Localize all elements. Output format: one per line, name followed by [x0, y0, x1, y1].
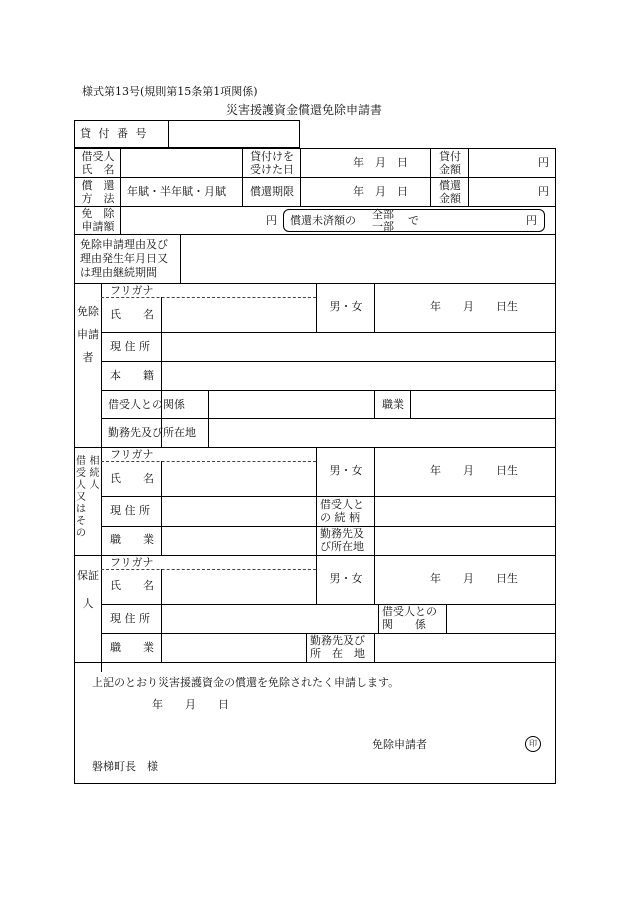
repay-amount-label-1: 償還	[439, 179, 461, 192]
reason-label-3: は理由継続期間	[80, 266, 157, 279]
heir-relation-label-2: の 続 柄	[320, 511, 360, 524]
guarantor-name-label: 氏 名	[110, 579, 154, 592]
guarantor-birthdate[interactable]: 年 月 日生	[430, 572, 518, 585]
heir-address-label: 現 住 所	[110, 504, 150, 517]
unpaid-yen: 円	[526, 214, 537, 227]
guarantor-relation-label-2: 関 係	[382, 618, 426, 631]
applicant-relation-label: 借受人との関係	[108, 398, 185, 411]
guarantor-address-label: 現 住 所	[110, 612, 150, 625]
applicant-name-label: 氏 名	[110, 308, 154, 321]
application-statement: 上記のとおり災害援護資金の償還を免除されたく申請します。	[92, 676, 400, 689]
repay-method-label-2: 方 法	[81, 192, 115, 205]
applicant-signature-label: 免除申請者	[372, 738, 427, 751]
application-date[interactable]: 年 月 日	[152, 698, 229, 711]
applicant-domicile-label: 本 籍	[110, 369, 154, 382]
unpaid-label: 償還未済額の	[290, 214, 356, 227]
guarantor-furigana-label: フリガナ	[110, 556, 154, 569]
guarantor-occupation-label: 職 業	[110, 641, 154, 654]
heir-occupation-label: 職 業	[110, 533, 154, 546]
heir-relation-label-1: 借受人と	[320, 498, 364, 511]
guarantor-workplace-label-2: 所 在 地	[310, 647, 365, 660]
loan-amount-label-1: 貸付	[439, 150, 461, 163]
part-option[interactable]: 一部	[372, 220, 394, 233]
seal-icon: 印	[525, 736, 541, 752]
applicant-furigana-label: フリガナ	[110, 284, 154, 297]
guarantor-section-label: 保証人	[77, 569, 99, 610]
heir-birthdate[interactable]: 年 月 日生	[430, 464, 518, 477]
loan-amount-label-2: 金額	[439, 163, 461, 176]
repay-deadline-value[interactable]: 年 月 日	[353, 185, 408, 198]
received-date-label-1: 貸付けを	[250, 150, 294, 163]
applicant-birthdate[interactable]: 年 月 日生	[430, 300, 518, 313]
guarantor-workplace-label-1: 勤務先及び	[310, 634, 365, 647]
received-date-value[interactable]: 年 月 日	[353, 156, 408, 169]
guarantor-gender[interactable]: 男・女	[329, 572, 363, 585]
reason-label-1: 免除申請理由及び	[80, 238, 168, 251]
loan-amount-yen: 円	[538, 156, 549, 169]
heir-furigana-label: フリガナ	[110, 448, 154, 461]
guarantor-relation-label-1: 借受人との	[382, 605, 437, 618]
repay-method-label-1: 償 還	[81, 179, 115, 192]
heir-section-label-b: 相続人	[89, 456, 100, 491]
exempt-amount-yen: 円	[266, 214, 277, 227]
borrower-name-label-2: 氏 名	[81, 163, 115, 176]
all-option[interactable]: 全部	[372, 208, 394, 221]
reason-field[interactable]	[184, 238, 552, 278]
addressee: 磐梯町長 様	[92, 760, 158, 773]
received-date-label-2: 受けた日	[250, 163, 294, 176]
loan-number-label: 貸 付 番 号	[80, 127, 149, 140]
form-number: 様式第13号(規則第15条第1項関係)	[82, 85, 258, 98]
heir-gender[interactable]: 男・女	[329, 464, 363, 477]
applicant-address-label: 現 住 所	[110, 340, 150, 353]
repay-deadline-label: 償還期限	[250, 185, 294, 198]
repay-amount-label-2: 金額	[439, 192, 461, 205]
heir-section-label-a: 借受人又はその	[76, 456, 86, 539]
heir-name-label: 氏 名	[110, 472, 154, 485]
heir-workplace-label-2: び所在地	[320, 540, 364, 553]
borrower-name-label-1: 借受人	[81, 150, 115, 163]
exempt-amount-label-1: 免 除	[81, 207, 115, 220]
repay-method-value[interactable]: 年賦・半年賦・月賦	[127, 185, 226, 198]
applicant-occupation-label: 職業	[382, 398, 404, 411]
page-title: 災害援護資金償還免除申請書	[226, 103, 383, 117]
applicant-workplace-label: 勤務先及び所在地	[108, 426, 196, 439]
reason-label-2: 理由発生年月日又	[80, 252, 168, 265]
applicant-section-label: 免除申請者	[77, 305, 99, 364]
applicant-gender[interactable]: 男・女	[329, 300, 363, 313]
exempt-amount-label-2: 申請額	[81, 220, 115, 233]
heir-workplace-label-1: 勤務先及	[320, 527, 364, 540]
de-label: で	[408, 214, 419, 227]
repay-amount-yen: 円	[538, 185, 549, 198]
